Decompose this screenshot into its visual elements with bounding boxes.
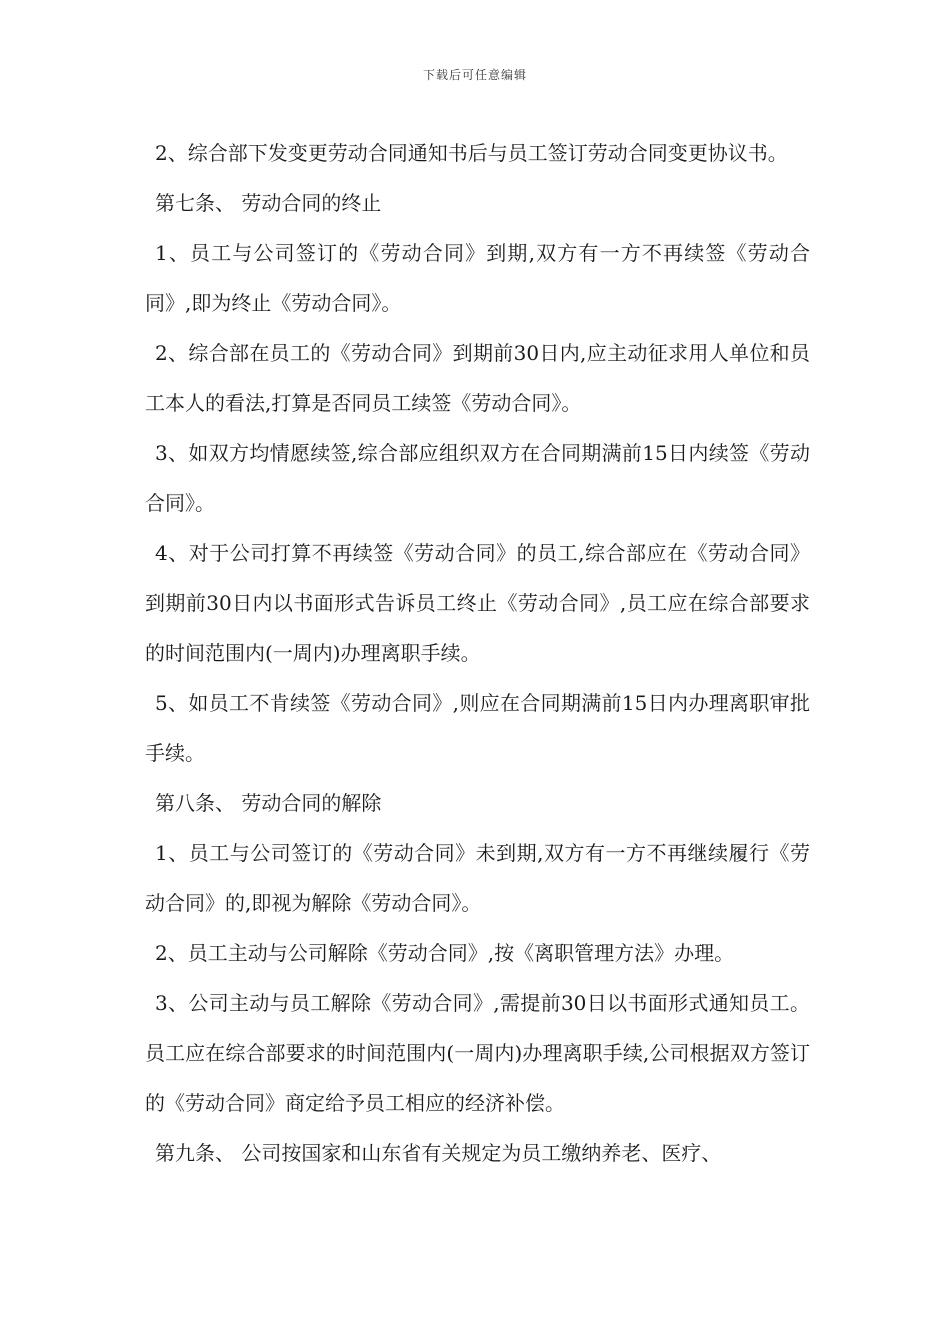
paragraph-dissolution-2: 2、员工主动与公司解除《劳动合同》,按《离职管理方法》办理。 xyxy=(155,941,735,965)
paragraph-change-agreement: 2、综合部下发变更劳动合同通知书后与员工签订劳动合同变更协议书。 xyxy=(155,141,788,165)
paragraph-termination-3: 3、如双方均情愿续签,综合部应组织双方在合同期满前15日内续签《劳动合同》。 xyxy=(145,441,810,515)
page-header: 下载后可任意编辑 xyxy=(422,68,527,82)
paragraph-termination-1: 1、员工与公司签订的《劳动合同》到期,双方有一方不再续签《劳动合同》,即为终止《劳动合同》。 xyxy=(145,241,810,315)
section-heading-article-7: 第七条、 劳动合同的终止 xyxy=(155,191,382,215)
paragraph-dissolution-3: 3、公司主动与员工解除《劳动合同》,需提前30日以书面形式通知员工。员工应在综合部要求的时间范围内(一周内)办理离职手续,公司根据双方签订的《劳动合同》商定给予员工相应的经济补偿。 xyxy=(145,991,810,1115)
paragraph-dissolution-1: 1、员工与公司签订的《劳动合同》未到期,双方有一方不再继续履行《劳动合同》的,即视为解除《劳动合同》。 xyxy=(145,841,810,915)
paragraph-termination-2: 2、综合部在员工的《劳动合同》到期前30日内,应主动征求用人单位和员工本人的看法,打算是否同员工续签《劳动合同》。 xyxy=(145,341,810,415)
document-body xyxy=(145,128,810,1178)
section-heading-article-9: 第九条、 公司按国家和山东省有关规定为员工缴纳养老、医疗、 xyxy=(155,1141,722,1165)
section-heading-article-8: 第八条、 劳动合同的解除 xyxy=(155,791,382,815)
paragraph-termination-5: 5、如员工不肯续签《劳动合同》,则应在合同期满前15日内办理离职审批手续。 xyxy=(145,691,810,765)
paragraph-termination-4: 4、对于公司打算不再续签《劳动合同》的员工,综合部应在《劳动合同》到期前30日内以书面形式告诉员工终止《劳动合同》,员工应在综合部要求的时间范围内(一周内)办理离职手续。 xyxy=(145,541,810,665)
